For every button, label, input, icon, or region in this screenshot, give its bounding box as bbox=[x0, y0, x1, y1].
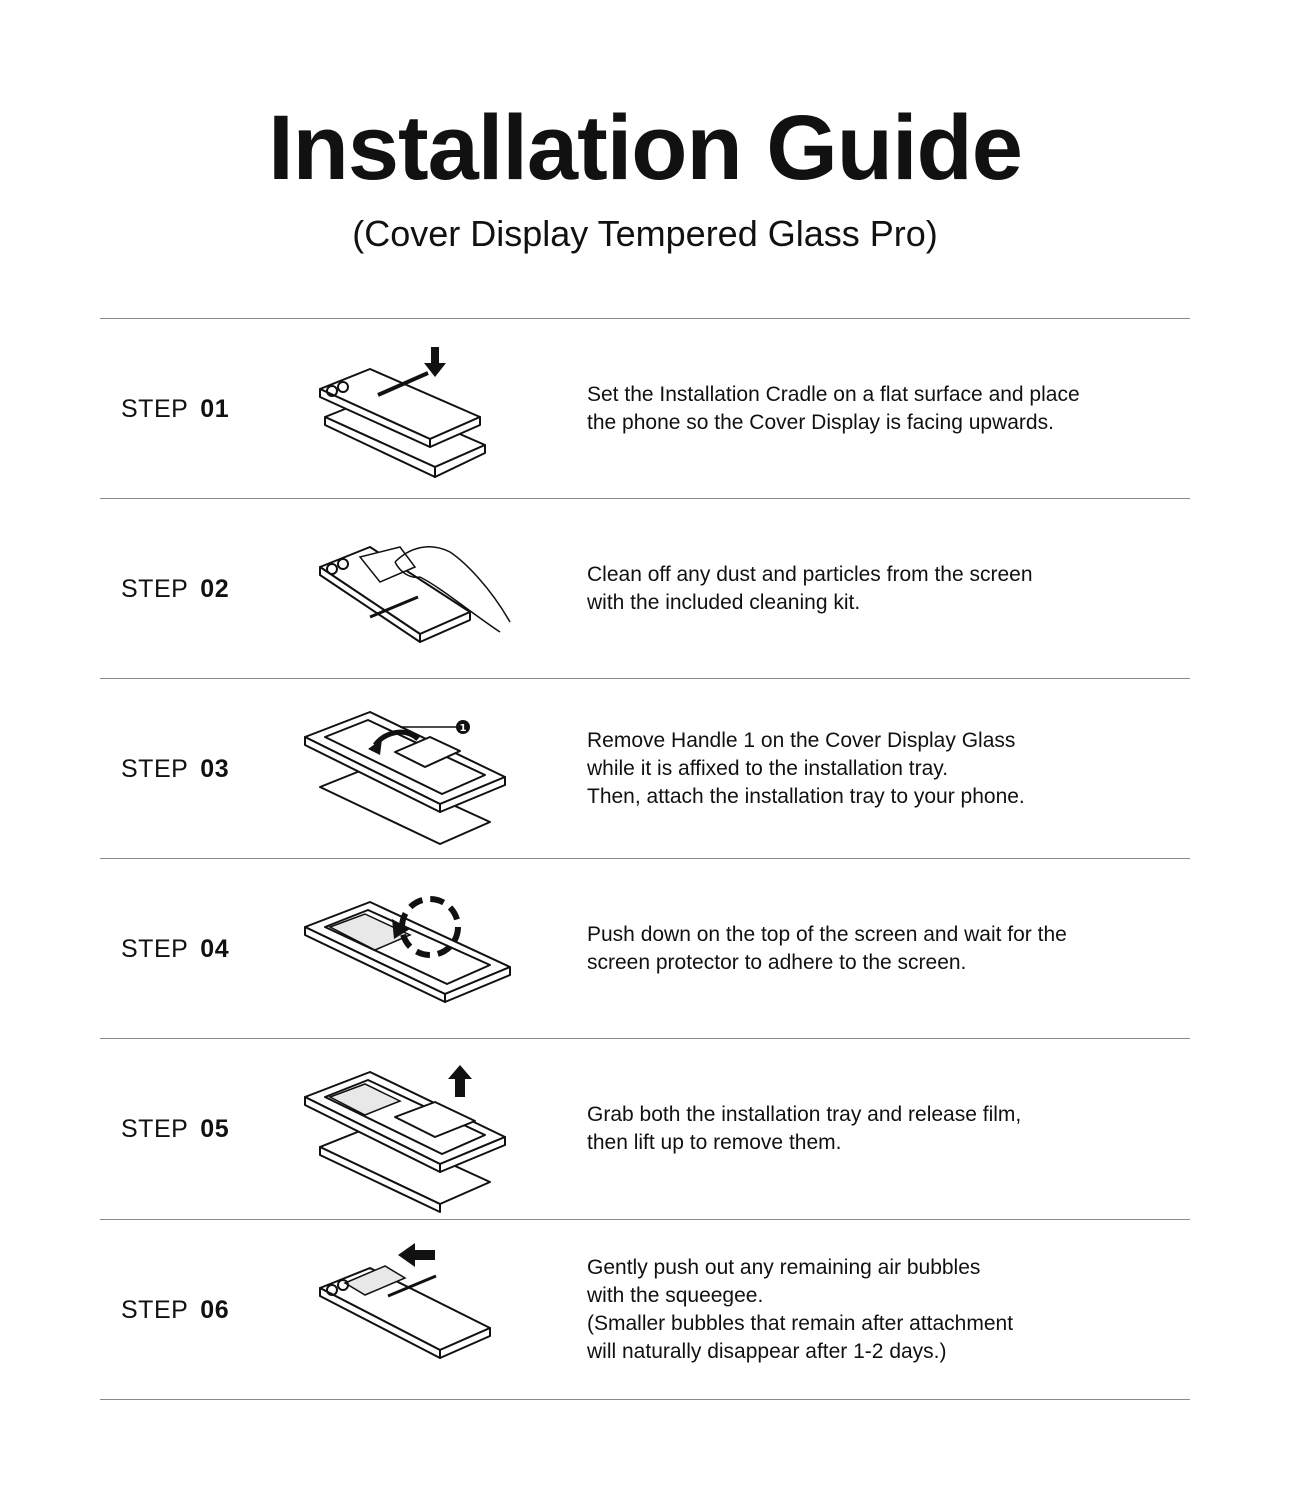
desc-line: Set the Installation Cradle on a flat surface and place bbox=[587, 383, 1080, 406]
step-label bbox=[121, 1039, 229, 1219]
desc-line: Remove Handle 1 on the Cover Display Glass bbox=[587, 729, 1016, 752]
step-description bbox=[587, 1220, 1147, 1400]
squeegee-illustration-icon bbox=[300, 1238, 530, 1388]
desc-line: Grab both the installation tray and release film, bbox=[587, 1103, 1022, 1126]
step-word: STEP bbox=[121, 574, 189, 603]
step-label bbox=[121, 859, 229, 1039]
desc-line: Clean off any dust and particles from the screen bbox=[587, 563, 1033, 586]
step-word: STEP bbox=[121, 934, 189, 963]
divider bbox=[100, 1399, 1190, 1400]
step-description bbox=[587, 319, 1147, 499]
desc-line: the phone so the Cover Display is facing upwards. bbox=[587, 411, 1054, 434]
desc-line: with the squeegee. bbox=[587, 1284, 764, 1307]
step-04 bbox=[100, 859, 1190, 1039]
step-number: 01 bbox=[200, 394, 230, 423]
step-description bbox=[587, 1039, 1147, 1219]
hand-cleaning-illustration-icon bbox=[300, 517, 530, 667]
page-subtitle: (Cover Display Tempered Glass Pro) bbox=[352, 213, 938, 254]
step-number: 05 bbox=[200, 1114, 230, 1143]
desc-line: while it is affixed to the installation tray. bbox=[587, 757, 949, 780]
desc-line: then lift up to remove them. bbox=[587, 1131, 842, 1154]
tray-press-illustration-icon bbox=[300, 877, 530, 1027]
phone-on-cradle-illustration-icon bbox=[300, 337, 530, 487]
tray-lift-illustration-icon bbox=[300, 1057, 530, 1207]
step-label bbox=[121, 319, 229, 499]
desc-line: Push down on the top of the screen and wait for the bbox=[587, 923, 1067, 946]
desc-line: screen protector to adhere to the screen. bbox=[587, 951, 967, 974]
tray-handle-illustration-icon bbox=[300, 697, 530, 847]
desc-line: will naturally disappear after 1-2 days.) bbox=[587, 1340, 947, 1363]
step-description bbox=[587, 679, 1147, 859]
step-word: STEP bbox=[121, 1295, 189, 1324]
desc-line: Then, attach the installation tray to your phone. bbox=[587, 785, 1025, 808]
step-word: STEP bbox=[121, 754, 189, 783]
step-label bbox=[121, 1220, 229, 1400]
step-description bbox=[587, 859, 1147, 1039]
step-06 bbox=[100, 1220, 1190, 1400]
step-number: 04 bbox=[200, 934, 230, 963]
step-number: 02 bbox=[200, 574, 230, 603]
desc-line: (Smaller bubbles that remain after attachment bbox=[587, 1312, 1014, 1335]
step-number: 06 bbox=[200, 1295, 230, 1324]
desc-line: with the included cleaning kit. bbox=[587, 591, 861, 614]
step-01 bbox=[100, 319, 1190, 499]
step-label bbox=[121, 679, 229, 859]
step-05 bbox=[100, 1039, 1190, 1219]
step-03 bbox=[100, 679, 1190, 859]
step-label bbox=[121, 499, 229, 679]
page-title: Installation Guide bbox=[268, 97, 1022, 199]
step-number: 03 bbox=[200, 754, 230, 783]
step-02 bbox=[100, 499, 1190, 679]
step-description bbox=[587, 499, 1147, 679]
step-word: STEP bbox=[121, 1114, 189, 1143]
callout-number: 1 bbox=[459, 723, 467, 734]
desc-line: Gently push out any remaining air bubbles bbox=[587, 1256, 981, 1279]
step-word: STEP bbox=[121, 394, 189, 423]
